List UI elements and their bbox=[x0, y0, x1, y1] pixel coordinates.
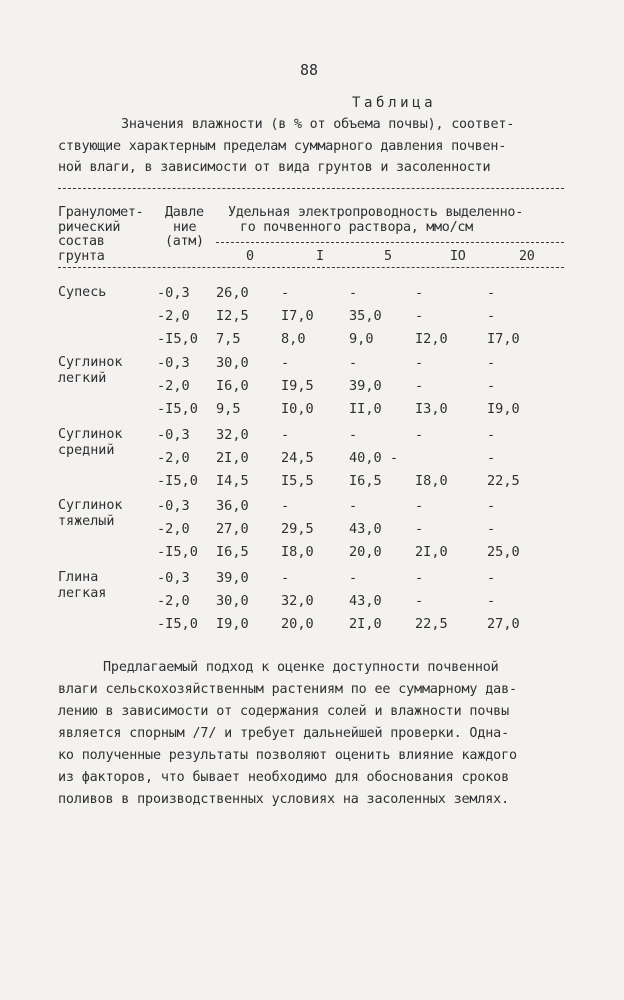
soil-type-label: средний bbox=[58, 443, 115, 458]
moisture-cell: - bbox=[487, 355, 496, 371]
moisture-cell: - bbox=[281, 427, 290, 443]
header-col-pressure-line: ние bbox=[173, 220, 197, 235]
header-col-granulometric-line: Грануломет- bbox=[58, 205, 144, 220]
header-sub-rule bbox=[216, 242, 564, 243]
table-label: Таблица bbox=[352, 95, 437, 111]
moisture-cell: 43,0 bbox=[349, 521, 382, 537]
header-group-conductivity-line: Удельная электропроводность выделенно- bbox=[228, 205, 523, 220]
moisture-cell: - bbox=[415, 285, 424, 301]
moisture-cell: - bbox=[415, 498, 424, 514]
table-top-rule bbox=[58, 188, 564, 189]
moisture-cell: - bbox=[487, 427, 496, 443]
pressure-cell: -2,0 bbox=[157, 378, 190, 394]
moisture-cell: - bbox=[281, 570, 290, 586]
paragraph-line: является спорным /7/ и требует дальнейшей проверки. Одна- bbox=[58, 726, 509, 741]
soil-type-label: Суглинок bbox=[58, 355, 123, 370]
moisture-cell: I6,0 bbox=[216, 378, 249, 394]
header-sub-1: I bbox=[316, 249, 324, 264]
moisture-cell: 35,0 bbox=[349, 308, 382, 324]
moisture-cell: 32,0 bbox=[281, 593, 314, 609]
moisture-cell: I0,0 bbox=[281, 401, 314, 417]
moisture-cell: I9,5 bbox=[281, 378, 314, 394]
moisture-cell: II,0 bbox=[349, 401, 382, 417]
soil-type-label: Суглинок bbox=[58, 498, 123, 513]
moisture-cell: - bbox=[487, 285, 496, 301]
header-sub-5: 5 bbox=[384, 249, 392, 264]
moisture-cell: 24,5 bbox=[281, 450, 314, 466]
paragraph-line: из факторов, что бывает необходимо для обоснования сроков bbox=[58, 770, 509, 785]
moisture-cell: 9,5 bbox=[216, 401, 241, 417]
caption-line: Значения влажности (в % от объема почвы), соответ- bbox=[121, 117, 515, 132]
moisture-cell: 30,0 bbox=[216, 355, 249, 371]
caption-line: ной влаги, в зависимости от вида грунтов и засоленности bbox=[58, 160, 491, 175]
header-col-granulometric-line: грунта bbox=[58, 249, 105, 264]
moisture-cell: 39,0 bbox=[216, 570, 249, 586]
moisture-cell: - bbox=[487, 570, 496, 586]
moisture-cell: 20,0 bbox=[349, 544, 382, 560]
moisture-cell: 2I,0 bbox=[349, 616, 382, 632]
moisture-cell: - bbox=[281, 285, 290, 301]
header-col-pressure-line: (атм) bbox=[165, 234, 204, 249]
moisture-cell: - bbox=[415, 521, 424, 537]
moisture-cell: - bbox=[415, 427, 424, 443]
moisture-cell: 22,5 bbox=[487, 473, 520, 489]
pressure-cell: -0,3 bbox=[157, 498, 190, 514]
soil-type-label: легкая bbox=[58, 586, 107, 601]
paragraph-line: ко полученные результаты позволяют оценить влияние каждого bbox=[58, 748, 517, 763]
moisture-cell: I7,0 bbox=[281, 308, 314, 324]
moisture-cell: 7,5 bbox=[216, 331, 241, 347]
header-group-conductivity-line: го почвенного раствора, ммо/см bbox=[240, 220, 473, 235]
paragraph-line: поливов в производственных условиях на засоленных землях. bbox=[58, 792, 509, 807]
moisture-cell: 39,0 bbox=[349, 378, 382, 394]
pressure-cell: -0,3 bbox=[157, 285, 190, 301]
pressure-cell: -0,3 bbox=[157, 355, 190, 371]
moisture-cell: - bbox=[487, 450, 496, 466]
moisture-cell: I3,0 bbox=[415, 401, 448, 417]
header-col-pressure-line: Давле bbox=[165, 205, 204, 220]
soil-type-label: Супесь bbox=[58, 285, 107, 300]
moisture-cell: - bbox=[487, 308, 496, 324]
moisture-cell: 2I,0 bbox=[415, 544, 448, 560]
moisture-cell: - bbox=[487, 498, 496, 514]
moisture-cell: I9,0 bbox=[216, 616, 249, 632]
moisture-cell: - bbox=[349, 355, 358, 371]
moisture-cell: - bbox=[349, 427, 358, 443]
moisture-cell: I7,0 bbox=[487, 331, 520, 347]
moisture-cell: - bbox=[349, 498, 358, 514]
moisture-cell: 8,0 bbox=[281, 331, 306, 347]
caption-line: ствующие характерным пределам суммарного давления почвен- bbox=[58, 139, 507, 154]
pressure-cell: -2,0 bbox=[157, 308, 190, 324]
header-sub-20: 20 bbox=[519, 249, 535, 264]
moisture-cell: - bbox=[415, 308, 424, 324]
page-number: 88 bbox=[300, 61, 319, 79]
header-sub-0: 0 bbox=[246, 249, 254, 264]
paragraph-line: Предлагаемый подход к оценке доступности почвенной bbox=[103, 660, 499, 675]
moisture-cell: 29,5 bbox=[281, 521, 314, 537]
moisture-cell: - bbox=[349, 285, 358, 301]
header-col-granulometric-line: рический bbox=[58, 220, 121, 235]
moisture-cell: I6,5 bbox=[349, 473, 382, 489]
moisture-cell: I9,0 bbox=[487, 401, 520, 417]
moisture-cell: - bbox=[415, 593, 424, 609]
moisture-cell: 30,0 bbox=[216, 593, 249, 609]
pressure-cell: -2,0 bbox=[157, 521, 190, 537]
moisture-cell: 25,0 bbox=[487, 544, 520, 560]
pressure-cell: -2,0 bbox=[157, 450, 190, 466]
soil-type-label: Глина bbox=[58, 570, 99, 585]
pressure-cell: -I5,0 bbox=[157, 401, 198, 417]
header-bottom-rule bbox=[58, 267, 564, 268]
moisture-cell: 20,0 bbox=[281, 616, 314, 632]
pressure-cell: -0,3 bbox=[157, 570, 190, 586]
pressure-cell: -I5,0 bbox=[157, 616, 198, 632]
pressure-cell: -0,3 bbox=[157, 427, 190, 443]
moisture-cell: - bbox=[281, 498, 290, 514]
soil-type-label: тяжелый bbox=[58, 514, 115, 529]
moisture-cell: 43,0 bbox=[349, 593, 382, 609]
moisture-cell: I8,0 bbox=[281, 544, 314, 560]
paragraph-line: влаги сельскохозяйственным растениям по ее суммарному дав- bbox=[58, 682, 517, 697]
moisture-cell: 2I,0 bbox=[216, 450, 249, 466]
moisture-cell: I5,5 bbox=[281, 473, 314, 489]
moisture-cell: - bbox=[415, 570, 424, 586]
moisture-cell: 27,0 bbox=[487, 616, 520, 632]
pressure-cell: -2,0 bbox=[157, 593, 190, 609]
moisture-cell: I8,0 bbox=[415, 473, 448, 489]
moisture-cell: 40,0 - bbox=[349, 450, 399, 466]
moisture-cell: - bbox=[487, 593, 496, 609]
moisture-cell: 22,5 bbox=[415, 616, 448, 632]
moisture-cell: 9,0 bbox=[349, 331, 374, 347]
moisture-cell: 36,0 bbox=[216, 498, 249, 514]
moisture-cell: - bbox=[487, 378, 496, 394]
moisture-cell: - bbox=[415, 378, 424, 394]
moisture-cell: - bbox=[415, 355, 424, 371]
pressure-cell: -I5,0 bbox=[157, 544, 198, 560]
header-sub-10: IO bbox=[450, 249, 466, 264]
moisture-cell: I2,5 bbox=[216, 308, 249, 324]
moisture-cell: I2,0 bbox=[415, 331, 448, 347]
moisture-cell: I6,5 bbox=[216, 544, 249, 560]
moisture-cell: - bbox=[281, 355, 290, 371]
paragraph-line: лению в зависимости от содержания солей и влажности почвы bbox=[58, 704, 509, 719]
moisture-cell: 26,0 bbox=[216, 285, 249, 301]
soil-type-label: Суглинок bbox=[58, 427, 123, 442]
pressure-cell: -I5,0 bbox=[157, 473, 198, 489]
moisture-cell: 27,0 bbox=[216, 521, 249, 537]
moisture-cell: I4,5 bbox=[216, 473, 249, 489]
moisture-cell: - bbox=[349, 570, 358, 586]
pressure-cell: -I5,0 bbox=[157, 331, 198, 347]
header-col-granulometric-line: состав bbox=[58, 234, 105, 249]
soil-type-label: легкий bbox=[58, 371, 107, 386]
moisture-cell: - bbox=[487, 521, 496, 537]
moisture-cell: 32,0 bbox=[216, 427, 249, 443]
